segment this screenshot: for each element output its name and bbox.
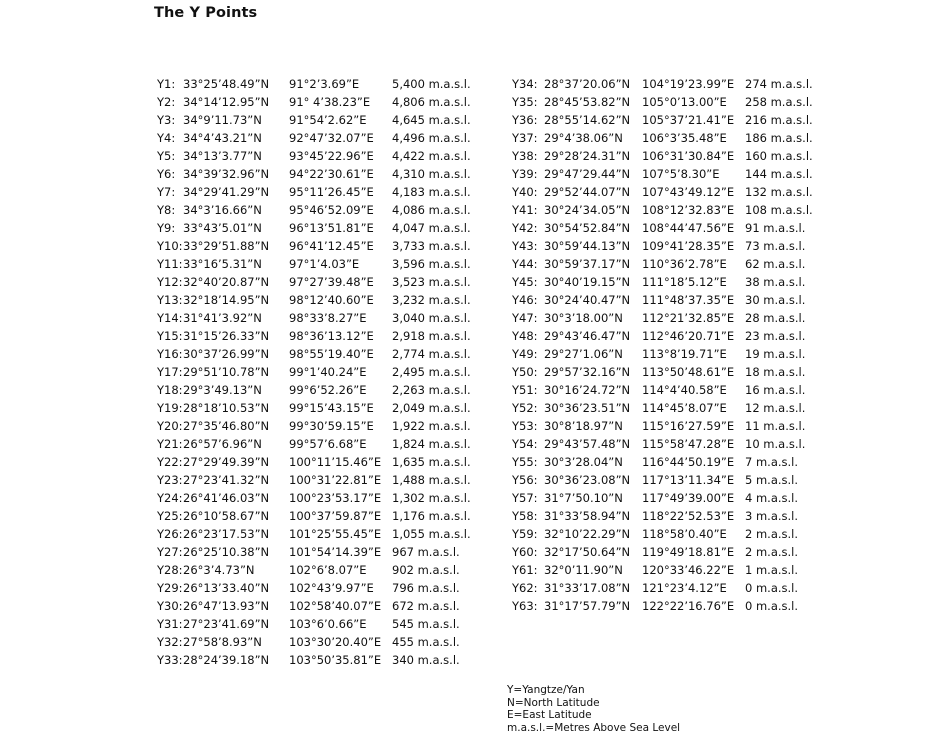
point-altitude: 1,176 m.a.s.l. <box>392 509 471 523</box>
point-latitude: 34°4’43.21”N <box>183 131 262 145</box>
point-longitude: 99°57’6.68”E <box>289 437 367 451</box>
point-altitude: 1,055 m.a.s.l. <box>392 527 471 541</box>
point-altitude: 274 m.a.s.l. <box>745 77 813 91</box>
point-longitude: 98°12’40.60”E <box>289 293 374 307</box>
point-id: Y23: <box>157 473 183 487</box>
point-latitude: 27°58’8.93”N <box>183 635 262 649</box>
point-altitude: 18 m.a.s.l. <box>745 365 806 379</box>
point-latitude: 34°13’3.77”N <box>183 149 262 163</box>
point-longitude: 98°55’19.40”E <box>289 347 374 361</box>
point-altitude: 1,824 m.a.s.l. <box>392 437 471 451</box>
legend-line: Y=Yangtze/Yan <box>507 684 585 696</box>
point-longitude: 101°25’55.45”E <box>289 527 382 541</box>
point-longitude: 102°6’8.07”E <box>289 563 367 577</box>
point-latitude: 29°57’32.16”N <box>544 365 631 379</box>
point-altitude: 4,183 m.a.s.l. <box>392 185 471 199</box>
point-longitude: 117°13’11.34”E <box>642 473 735 487</box>
point-longitude: 94°22’30.61”E <box>289 167 374 181</box>
point-latitude: 27°35’46.80”N <box>183 419 270 433</box>
point-altitude: 2,918 m.a.s.l. <box>392 329 471 343</box>
point-id: Y47: <box>512 311 538 325</box>
point-latitude: 32°10’22.29”N <box>544 527 631 541</box>
point-id: Y27: <box>157 545 183 559</box>
point-id: Y52: <box>512 401 538 415</box>
point-id: Y12: <box>157 275 183 289</box>
point-altitude: 4,645 m.a.s.l. <box>392 113 471 127</box>
point-altitude: 1 m.a.s.l. <box>745 563 799 577</box>
point-longitude: 113°50’48.61”E <box>642 365 735 379</box>
point-altitude: 5 m.a.s.l. <box>745 473 799 487</box>
point-latitude: 31°15’26.33”N <box>183 329 270 343</box>
point-latitude: 34°39’32.96”N <box>183 167 270 181</box>
point-longitude: 117°49’39.00”E <box>642 491 735 505</box>
point-longitude: 103°50’35.81”E <box>289 653 382 667</box>
point-id: Y59: <box>512 527 538 541</box>
point-id: Y41: <box>512 203 538 217</box>
point-id: Y55: <box>512 455 538 469</box>
point-longitude: 108°12’32.83”E <box>642 203 735 217</box>
legend <box>507 684 680 734</box>
point-id: Y50: <box>512 365 538 379</box>
point-id: Y3: <box>157 113 176 127</box>
point-longitude: 104°19’23.99”E <box>642 77 735 91</box>
point-latitude: 30°59’44.13”N <box>544 239 631 253</box>
point-altitude: 28 m.a.s.l. <box>745 311 806 325</box>
point-id: Y13: <box>157 293 183 307</box>
point-longitude: 116°44’50.19”E <box>642 455 735 469</box>
point-altitude: 38 m.a.s.l. <box>745 275 806 289</box>
point-id: Y33: <box>157 653 183 667</box>
point-altitude: 258 m.a.s.l. <box>745 95 813 109</box>
page-title: The Y Points <box>154 5 258 21</box>
point-longitude: 111°48’37.35”E <box>642 293 735 307</box>
point-id: Y18: <box>157 383 183 397</box>
legend-line: E=East Latitude <box>507 709 592 722</box>
point-altitude: 455 m.a.s.l. <box>392 635 460 649</box>
point-latitude: 30°8’18.97”N <box>544 419 623 433</box>
point-latitude: 34°9’11.73”N <box>183 113 262 127</box>
point-longitude: 100°11’15.46”E <box>289 455 382 469</box>
point-id: Y28: <box>157 563 183 577</box>
point-longitude: 95°11’26.45”E <box>289 185 374 199</box>
point-latitude: 32°40’20.87”N <box>183 275 270 289</box>
point-altitude: 2,263 m.a.s.l. <box>392 383 471 397</box>
point-altitude: 1,635 m.a.s.l. <box>392 455 471 469</box>
point-id: Y49: <box>512 347 538 361</box>
point-longitude: 102°58’40.07”E <box>289 599 382 613</box>
point-id: Y32: <box>157 635 183 649</box>
point-altitude: 3,596 m.a.s.l. <box>392 257 471 271</box>
point-longitude: 103°6’0.66”E <box>289 617 367 631</box>
point-altitude: 2 m.a.s.l. <box>745 545 799 559</box>
point-longitude: 99°15’43.15”E <box>289 401 374 415</box>
point-longitude: 105°37’21.41”E <box>642 113 735 127</box>
point-longitude: 91° 4’38.23”E <box>289 95 371 109</box>
point-id: Y60: <box>512 545 538 559</box>
point-latitude: 29°52’44.07”N <box>544 185 631 199</box>
point-latitude: 26°41’46.03”N <box>183 491 270 505</box>
point-latitude: 29°28’24.31”N <box>544 149 631 163</box>
point-altitude: 2,049 m.a.s.l. <box>392 401 471 415</box>
point-latitude: 30°54’52.84”N <box>544 221 631 235</box>
point-id: Y37: <box>512 131 538 145</box>
point-id: Y34: <box>512 77 538 91</box>
point-latitude: 29°51’10.78”N <box>183 365 270 379</box>
point-id: Y11: <box>157 257 183 271</box>
point-longitude: 112°21’32.85”E <box>642 311 735 325</box>
point-altitude: 672 m.a.s.l. <box>392 599 460 613</box>
point-id: Y17: <box>157 365 183 379</box>
point-altitude: 5,400 m.a.s.l. <box>392 77 471 91</box>
point-altitude: 4,047 m.a.s.l. <box>392 221 471 235</box>
point-latitude: 30°16’24.72”N <box>544 383 631 397</box>
point-id: Y61: <box>512 563 538 577</box>
point-id: Y39: <box>512 167 538 181</box>
point-longitude: 111°18’5.12”E <box>642 275 727 289</box>
point-id: Y5: <box>157 149 176 163</box>
point-latitude: 31°33’58.94”N <box>544 509 631 523</box>
point-latitude: 33°29’51.88”N <box>183 239 270 253</box>
point-latitude: 29°4’38.06”N <box>544 131 623 145</box>
point-latitude: 30°3’18.00”N <box>544 311 623 325</box>
point-id: Y43: <box>512 239 538 253</box>
point-altitude: 902 m.a.s.l. <box>392 563 460 577</box>
point-longitude: 99°6’52.26”E <box>289 383 367 397</box>
point-altitude: 2,495 m.a.s.l. <box>392 365 471 379</box>
point-altitude: 132 m.a.s.l. <box>745 185 813 199</box>
point-latitude: 27°23’41.32”N <box>183 473 270 487</box>
point-longitude: 122°22’16.76”E <box>642 599 735 613</box>
point-longitude: 106°31’30.84”E <box>642 149 735 163</box>
point-altitude: 4 m.a.s.l. <box>745 491 799 505</box>
point-altitude: 4,496 m.a.s.l. <box>392 131 471 145</box>
point-altitude: 2,774 m.a.s.l. <box>392 347 471 361</box>
point-longitude: 118°22’52.53”E <box>642 509 735 523</box>
point-altitude: 186 m.a.s.l. <box>745 131 813 145</box>
point-latitude: 33°43’5.01”N <box>183 221 262 235</box>
point-longitude: 109°41’28.35”E <box>642 239 735 253</box>
point-altitude: 4,806 m.a.s.l. <box>392 95 471 109</box>
point-id: Y45: <box>512 275 538 289</box>
point-altitude: 1,302 m.a.s.l. <box>392 491 471 505</box>
point-altitude: 12 m.a.s.l. <box>745 401 806 415</box>
point-altitude: 62 m.a.s.l. <box>745 257 806 271</box>
point-latitude: 27°23’41.69”N <box>183 617 270 631</box>
point-latitude: 31°33’17.08”N <box>544 581 631 595</box>
point-id: Y15: <box>157 329 183 343</box>
point-latitude: 32°17’50.64”N <box>544 545 631 559</box>
point-latitude: 30°3’28.04”N <box>544 455 623 469</box>
point-id: Y56: <box>512 473 538 487</box>
point-altitude: 3 m.a.s.l. <box>745 509 799 523</box>
point-longitude: 98°36’13.12”E <box>289 329 374 343</box>
point-latitude: 27°29’49.39”N <box>183 455 270 469</box>
point-altitude: 0 m.a.s.l. <box>745 581 799 595</box>
point-longitude: 91°54’2.62”E <box>289 113 367 127</box>
point-id: Y16: <box>157 347 183 361</box>
point-longitude: 95°46’52.09”E <box>289 203 374 217</box>
point-altitude: 144 m.a.s.l. <box>745 167 813 181</box>
point-id: Y38: <box>512 149 538 163</box>
point-latitude: 31°41’3.92”N <box>183 311 262 325</box>
point-latitude: 28°18’10.53”N <box>183 401 270 415</box>
point-id: Y44: <box>512 257 538 271</box>
point-longitude: 112°46’20.71”E <box>642 329 735 343</box>
point-longitude: 114°4’40.58”E <box>642 383 727 397</box>
point-longitude: 114°45’8.07”E <box>642 401 727 415</box>
legend-line: m.a.s.l.=Metres Above Sea Level <box>507 721 681 734</box>
point-latitude: 26°57’6.96”N <box>183 437 262 451</box>
point-altitude: 19 m.a.s.l. <box>745 347 806 361</box>
point-latitude: 30°24’34.05”N <box>544 203 631 217</box>
point-id: Y21: <box>157 437 183 451</box>
point-id: Y29: <box>157 581 183 595</box>
point-longitude: 96°41’12.45”E <box>289 239 374 253</box>
point-id: Y7: <box>157 185 176 199</box>
point-latitude: 31°7’50.10”N <box>544 491 623 505</box>
point-id: Y48: <box>512 329 538 343</box>
point-latitude: 29°3’49.13”N <box>183 383 262 397</box>
point-id: Y1: <box>157 77 176 91</box>
point-longitude: 108°44’47.56”E <box>642 221 735 235</box>
point-altitude: 108 m.a.s.l. <box>745 203 813 217</box>
point-altitude: 91 m.a.s.l. <box>745 221 806 235</box>
point-altitude: 3,232 m.a.s.l. <box>392 293 471 307</box>
point-longitude: 97°1’4.03”E <box>289 257 360 271</box>
point-latitude: 32°0’11.90”N <box>544 563 623 577</box>
point-longitude: 107°43’49.12”E <box>642 185 735 199</box>
point-id: Y53: <box>512 419 538 433</box>
point-id: Y51: <box>512 383 538 397</box>
point-latitude: 28°55’14.62”N <box>544 113 631 127</box>
point-longitude: 107°5’8.30”E <box>642 167 720 181</box>
point-longitude: 121°23’4.12”E <box>642 581 727 595</box>
point-id: Y26: <box>157 527 183 541</box>
point-latitude: 26°23’17.53”N <box>183 527 270 541</box>
point-id: Y9: <box>157 221 176 235</box>
point-latitude: 26°47’13.93”N <box>183 599 270 613</box>
point-id: Y54: <box>512 437 538 451</box>
point-altitude: 30 m.a.s.l. <box>745 293 806 307</box>
point-altitude: 3,733 m.a.s.l. <box>392 239 471 253</box>
point-altitude: 545 m.a.s.l. <box>392 617 460 631</box>
point-altitude: 4,310 m.a.s.l. <box>392 167 471 181</box>
point-altitude: 340 m.a.s.l. <box>392 653 460 667</box>
point-longitude: 106°3’35.48”E <box>642 131 727 145</box>
point-longitude: 101°54’14.39”E <box>289 545 382 559</box>
point-id: Y2: <box>157 95 176 109</box>
point-altitude: 216 m.a.s.l. <box>745 113 813 127</box>
point-latitude: 34°29’41.29”N <box>183 185 270 199</box>
point-altitude: 4,086 m.a.s.l. <box>392 203 471 217</box>
point-longitude: 103°30’20.40”E <box>289 635 382 649</box>
point-longitude: 98°33’8.27”E <box>289 311 367 325</box>
point-id: Y58: <box>512 509 538 523</box>
point-longitude: 100°23’53.17”E <box>289 491 382 505</box>
point-id: Y8: <box>157 203 176 217</box>
point-longitude: 100°37’59.87”E <box>289 509 382 523</box>
point-id: Y31: <box>157 617 183 631</box>
point-altitude: 11 m.a.s.l. <box>745 419 806 433</box>
point-altitude: 73 m.a.s.l. <box>745 239 806 253</box>
point-longitude: 102°43’9.97”E <box>289 581 374 595</box>
point-latitude: 29°47’29.44”N <box>544 167 631 181</box>
point-altitude: 796 m.a.s.l. <box>392 581 460 595</box>
point-longitude: 119°49’18.81”E <box>642 545 735 559</box>
point-latitude: 29°27’1.06”N <box>544 347 623 361</box>
point-longitude: 118°58’0.40”E <box>642 527 727 541</box>
point-id: Y14: <box>157 311 183 325</box>
point-id: Y46: <box>512 293 538 307</box>
point-longitude: 97°27’39.48”E <box>289 275 374 289</box>
point-latitude: 26°3’4.73”N <box>183 563 255 577</box>
point-latitude: 31°17’57.79”N <box>544 599 631 613</box>
point-id: Y63: <box>512 599 538 613</box>
point-latitude: 34°14’12.95”N <box>183 95 270 109</box>
point-longitude: 96°13’51.81”E <box>289 221 374 235</box>
point-latitude: 30°36’23.08”N <box>544 473 631 487</box>
point-altitude: 1,488 m.a.s.l. <box>392 473 471 487</box>
point-longitude: 100°31’22.81”E <box>289 473 382 487</box>
point-latitude: 32°18’14.95”N <box>183 293 270 307</box>
point-altitude: 160 m.a.s.l. <box>745 149 813 163</box>
point-id: Y25: <box>157 509 183 523</box>
point-id: Y42: <box>512 221 538 235</box>
point-altitude: 3,040 m.a.s.l. <box>392 311 471 325</box>
point-latitude: 30°24’40.47”N <box>544 293 631 307</box>
point-altitude: 4,422 m.a.s.l. <box>392 149 471 163</box>
point-altitude: 7 m.a.s.l. <box>745 455 799 469</box>
point-longitude: 105°0’13.00”E <box>642 95 727 109</box>
point-latitude: 26°25’10.38”N <box>183 545 270 559</box>
point-latitude: 29°43’46.47”N <box>544 329 631 343</box>
point-id: Y4: <box>157 131 176 145</box>
point-latitude: 28°37’20.06”N <box>544 77 631 91</box>
point-latitude: 26°13’33.40”N <box>183 581 270 595</box>
point-id: Y22: <box>157 455 183 469</box>
point-id: Y36: <box>512 113 538 127</box>
point-latitude: 34°3’16.66”N <box>183 203 262 217</box>
point-id: Y35: <box>512 95 538 109</box>
point-latitude: 28°24’39.18”N <box>183 653 270 667</box>
point-latitude: 30°37’26.99”N <box>183 347 270 361</box>
point-id: Y10: <box>157 239 183 253</box>
point-altitude: 16 m.a.s.l. <box>745 383 806 397</box>
point-altitude: 23 m.a.s.l. <box>745 329 806 343</box>
point-id: Y40: <box>512 185 538 199</box>
point-altitude: 3,523 m.a.s.l. <box>392 275 471 289</box>
point-latitude: 33°16’5.31”N <box>183 257 262 271</box>
point-longitude: 93°45’22.96”E <box>289 149 374 163</box>
point-longitude: 113°8’19.71”E <box>642 347 727 361</box>
point-longitude: 99°30’59.15”E <box>289 419 374 433</box>
point-latitude: 28°45’53.82”N <box>544 95 631 109</box>
point-altitude: 2 m.a.s.l. <box>745 527 799 541</box>
point-id: Y20: <box>157 419 183 433</box>
point-id: Y57: <box>512 491 538 505</box>
point-id: Y19: <box>157 401 183 415</box>
point-latitude: 30°36’23.51”N <box>544 401 631 415</box>
point-altitude: 10 m.a.s.l. <box>745 437 806 451</box>
point-longitude: 120°33’46.22”E <box>642 563 735 577</box>
point-latitude: 30°59’37.17”N <box>544 257 631 271</box>
point-longitude: 91°2’3.69”E <box>289 77 360 91</box>
point-id: Y6: <box>157 167 176 181</box>
point-longitude: 99°1’40.24”E <box>289 365 367 379</box>
point-latitude: 33°25’48.49”N <box>183 77 270 91</box>
point-id: Y62: <box>512 581 538 595</box>
point-longitude: 115°58’47.28”E <box>642 437 735 451</box>
point-latitude: 30°40’19.15”N <box>544 275 631 289</box>
point-altitude: 0 m.a.s.l. <box>745 599 799 613</box>
point-latitude: 29°43’57.48”N <box>544 437 631 451</box>
point-latitude: 26°10’58.67”N <box>183 509 270 523</box>
point-longitude: 110°36’2.78”E <box>642 257 727 271</box>
point-longitude: 92°47’32.07”E <box>289 131 374 145</box>
point-id: Y24: <box>157 491 183 505</box>
point-altitude: 1,922 m.a.s.l. <box>392 419 471 433</box>
point-altitude: 967 m.a.s.l. <box>392 545 460 559</box>
point-id: Y30: <box>157 599 183 613</box>
legend-line: N=North Latitude <box>507 696 600 709</box>
point-longitude: 115°16’27.59”E <box>642 419 735 433</box>
